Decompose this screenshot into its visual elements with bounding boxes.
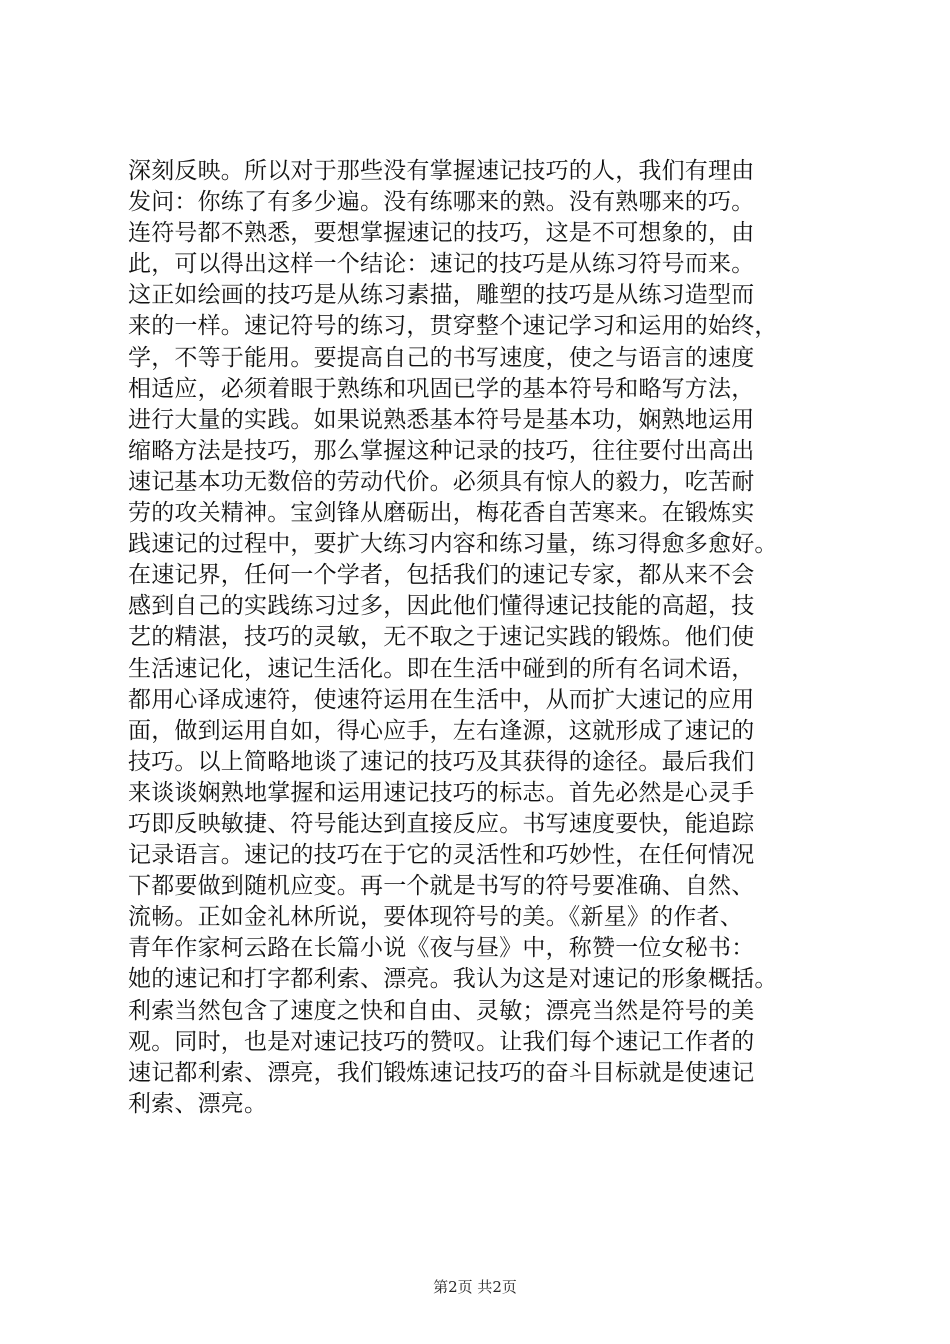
text-line: 利索、漂亮。 [128, 1090, 268, 1117]
text-line: 在速记界，任何一个学者，包括我们的速记专家，都从来不会 [128, 562, 755, 589]
text-line: 进行大量的实践。如果说熟悉基本符号是基本功，娴熟地运用 [128, 406, 755, 433]
text-line: 巧即反映敏捷、符号能达到直接反应。书写速度要快，能追踪 [128, 810, 755, 837]
text-line: 连符号都不熟悉，要想掌握速记的技巧，这是不可想象的，由 [128, 220, 755, 247]
text-line: 观。同时，也是对速记技巧的赞叹。让我们每个速记工作者的 [128, 1028, 755, 1055]
text-line: 缩略方法是技巧，那么掌握这种记录的技巧，往往要付出高出 [128, 437, 755, 464]
text-line: 生活速记化，速记生活化。即在生活中碰到的所有名词术语， [128, 655, 755, 682]
text-line: 她的速记和打字都利索、漂亮。我认为这是对速记的形象概括。 [128, 966, 778, 993]
text-line: 深刻反映。所以对于那些没有掌握速记技巧的人，我们有理由 [128, 158, 755, 184]
text-line: 都用心译成速符，使速符运用在生活中，从而扩大速记的应用 [128, 686, 755, 713]
page-footer [0, 1277, 950, 1297]
text-line: 此，可以得出这样一个结论：速记的技巧是从练习符号而来。 [128, 251, 755, 278]
text-line: 发问：你练了有多少遍。没有练哪来的熟。没有熟哪来的巧。 [128, 189, 755, 216]
text-line: 记录语言。速记的技巧在于它的灵活性和巧妙性，在任何情况 [128, 842, 755, 869]
text-line: 青年作家柯云路在长篇小说《夜与昼》中，称赞一位女秘书： [128, 935, 755, 962]
text-line: 利索当然包含了速度之快和自由、灵敏；漂亮当然是符号的美 [128, 997, 755, 1024]
text-line: 来的一样。速记符号的练习，贯穿整个速记学习和运用的始终， [128, 313, 778, 340]
text-line: 面，做到运用自如，得心应手，左右逢源，这就形成了速记的 [128, 717, 755, 744]
text-line: 速记都利索、漂亮，我们锻炼速记技巧的奋斗目标就是使速记 [128, 1059, 755, 1086]
text-line: 学，不等于能用。要提高自己的书写速度，使之与语言的速度 [128, 344, 755, 371]
text-line: 践速记的过程中，要扩大练习内容和练习量，练习得愈多愈好。 [128, 531, 778, 558]
text-line: 劳的攻关精神。宝剑锋从磨砺出，梅花香自苦寒来。在锻炼实 [128, 500, 755, 527]
text-line: 速记基本功无数倍的劳动代价。必须具有惊人的毅力，吃苦耐 [128, 468, 755, 495]
text-line: 流畅。正如金礼林所说，要体现符号的美。《新星》的作者、 [128, 904, 743, 931]
document-body [128, 156, 828, 1120]
text-line: 技巧。以上简略地谈了速记的技巧及其获得的途径。最后我们 [128, 748, 755, 775]
text-line: 来谈谈娴熟地掌握和运用速记技巧的标志。首先必然是心灵手 [128, 779, 755, 806]
page-number-label: 第2页 共2页 [433, 1278, 517, 1296]
text-line: 这正如绘画的技巧是从练习素描，雕塑的技巧是从练习造型而 [128, 282, 755, 309]
text-line: 相适应，必须着眼于熟练和巩固已学的基本符号和略写方法， [128, 375, 755, 402]
text-line: 下都要做到随机应变。再一个就是书写的符号要准确、自然、 [128, 873, 755, 900]
text-line: 艺的精湛，技巧的灵敏，无不取之于速记实践的锻炼。他们使 [128, 624, 755, 651]
text-line: 感到自己的实践练习过多，因此他们懂得速记技能的高超，技 [128, 593, 755, 620]
